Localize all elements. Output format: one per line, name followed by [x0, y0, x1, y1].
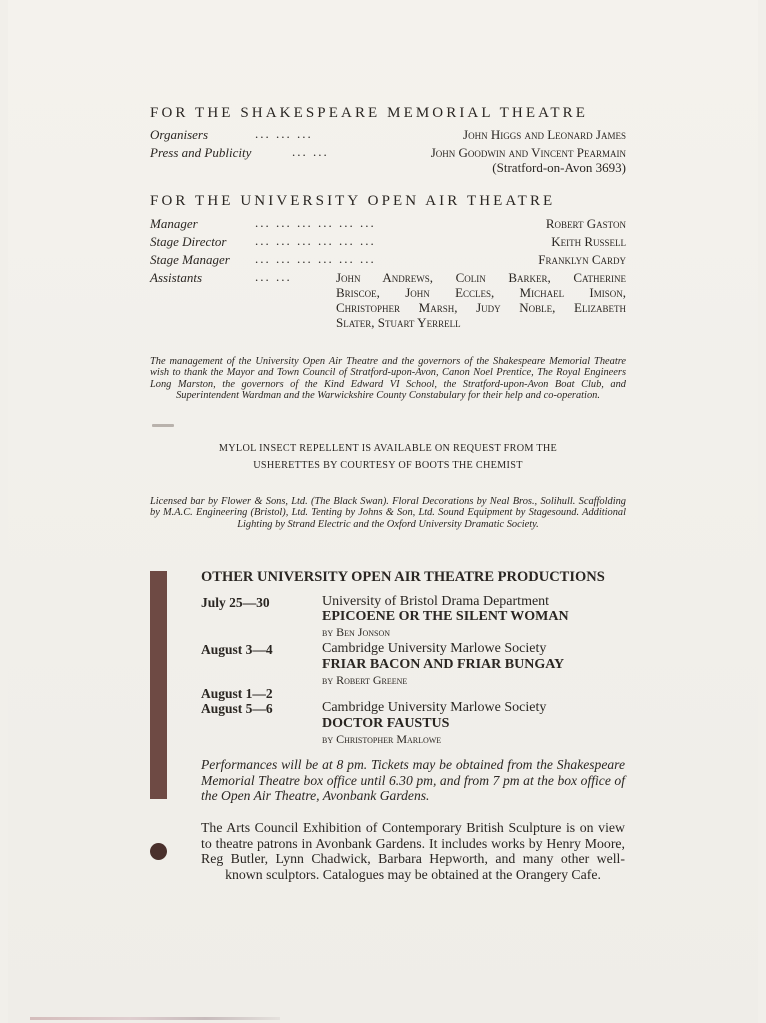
uoat-manager-label: Manager: [150, 216, 198, 231]
uoat-assistants-label: Assistants: [150, 270, 203, 285]
smt-press-label: Press and Publicity: [150, 145, 252, 160]
uoat-stage-manager-label: Stage Manager: [150, 252, 230, 267]
arts-council-paragraph: The Arts Council Exhibition of Contemporary British Sculpture is on view to theatre patrons in Avonbank Gardens. It includes works by Henry Moore, Reg Butler, Lynn Chadwick, Barbara Hepworth, and many other well-known sculptors. Catalogues may be obtained at the Orangery Cafe.: [201, 820, 625, 882]
uoat-stage-director-dots: ... ... ... ... ... ...: [255, 233, 376, 248]
production-1-society: University of Bristol Drama Department: [322, 594, 550, 609]
smt-organisers-dots: ... ... ...: [255, 126, 313, 141]
thanks-paragraph: The management of the University Open Air Theatre and the governors of the Shakespeare Memorial Theatre wish to thank the Mayor and Town Council of Stratford-upon-Avon, Canon Noel Prentice, The Royal Engineers Long Marston, the governors of the Kind Edward VI School, the Stratford-upon-Avon Boat Club, and Superintendent Wardman and the Warwickshire County Constabulary for their help and co-operation.: [150, 356, 626, 402]
ink-smudge: [152, 424, 174, 427]
mylol-line-1: MYLOL INSECT REPELLENT IS AVAILABLE ON REQUEST FROM THE: [218, 443, 558, 454]
uoat-assistants-line-2: Briscoe, John Eccles, Michael Imison,: [336, 285, 626, 300]
production-2-author: by Robert Greene: [322, 673, 408, 687]
bullet-dot: [150, 843, 167, 860]
uoat-assistants-line-1: John Andrews, Colin Barker, Catherine: [336, 270, 626, 285]
uoat-assistants-line-3: Christopher Marsh, Judy Noble, Elizabeth: [336, 300, 626, 315]
smt-organisers-value: John Higgs and Leonard James: [463, 127, 626, 142]
mylol-line-2: USHERETTES BY COURTESY OF BOOTS THE CHEMIST: [253, 460, 523, 471]
smt-press-dots: ... ...: [292, 144, 329, 159]
production-3-date-2: August 5—6: [201, 701, 273, 716]
production-3-society: Cambridge University Marlowe Society: [322, 700, 547, 715]
smt-heading: FOR THE SHAKESPEARE MEMORIAL THEATRE: [150, 105, 589, 121]
uoat-assistants-line-4: Slater, Stuart Yerrell: [336, 315, 461, 330]
uoat-stage-director-label: Stage Director: [150, 234, 227, 249]
production-1-author: by Ben Jonson: [322, 625, 391, 639]
uoat-stage-manager-value: Franklyn Cardy: [538, 252, 626, 267]
uoat-manager-value: Robert Gaston: [545, 216, 626, 231]
uoat-manager-dots: ... ... ... ... ... ...: [255, 215, 376, 230]
production-1-date: July 25—30: [201, 595, 270, 610]
smt-press-value: John Goodwin and Vincent Pearmain: [430, 145, 626, 160]
credits-paragraph: Licensed bar by Flower & Sons, Ltd. (The Black Swan). Floral Decorations by Neal Bros., Solihull. Scaffolding by M.A.C. Engineering (Bristol), Ltd. Tenting by Johns & Son, Ltd. Sound Equipment by Stagesound. Additional Lighting by Strand Electric and the Oxford University Dramatic Society.: [150, 496, 626, 530]
performances-note: Performances will be at 8 pm. Tickets may be obtained from the Shakespeare Memorial Theatre box office until 6.30 pm, and from 7 pm at the box office of the Open Air Theatre, Avonbank Gardens.: [201, 757, 625, 803]
uoat-stage-director-value: Keith Russell: [551, 234, 626, 249]
productions-title: OTHER UNIVERSITY OPEN AIR THEATRE PRODUCTIONS: [201, 569, 605, 585]
production-3-play: DOCTOR FAUSTUS: [322, 716, 450, 731]
smt-organisers-label: Organisers: [150, 127, 209, 142]
production-1-play: EPICOENE OR THE SILENT WOMAN: [322, 609, 569, 624]
production-2-society: Cambridge University Marlowe Society: [322, 641, 547, 656]
uoat-heading: FOR THE UNIVERSITY OPEN AIR THEATRE: [150, 193, 556, 209]
uoat-stage-manager-dots: ... ... ... ... ... ...: [255, 251, 376, 266]
uoat-assistants-dots: ... ...: [255, 269, 292, 284]
production-3-date-1: August 1—2: [201, 686, 273, 701]
production-2-play: FRIAR BACON AND FRIAR BUNGAY: [322, 657, 565, 672]
decorative-bar: [150, 571, 167, 799]
edge-mark: [30, 1017, 280, 1020]
production-3-author: by Christopher Marlowe: [322, 732, 442, 746]
production-2-date: August 3—4: [201, 642, 273, 657]
smt-phone: (Stratford-on-Avon 3693): [492, 160, 626, 175]
